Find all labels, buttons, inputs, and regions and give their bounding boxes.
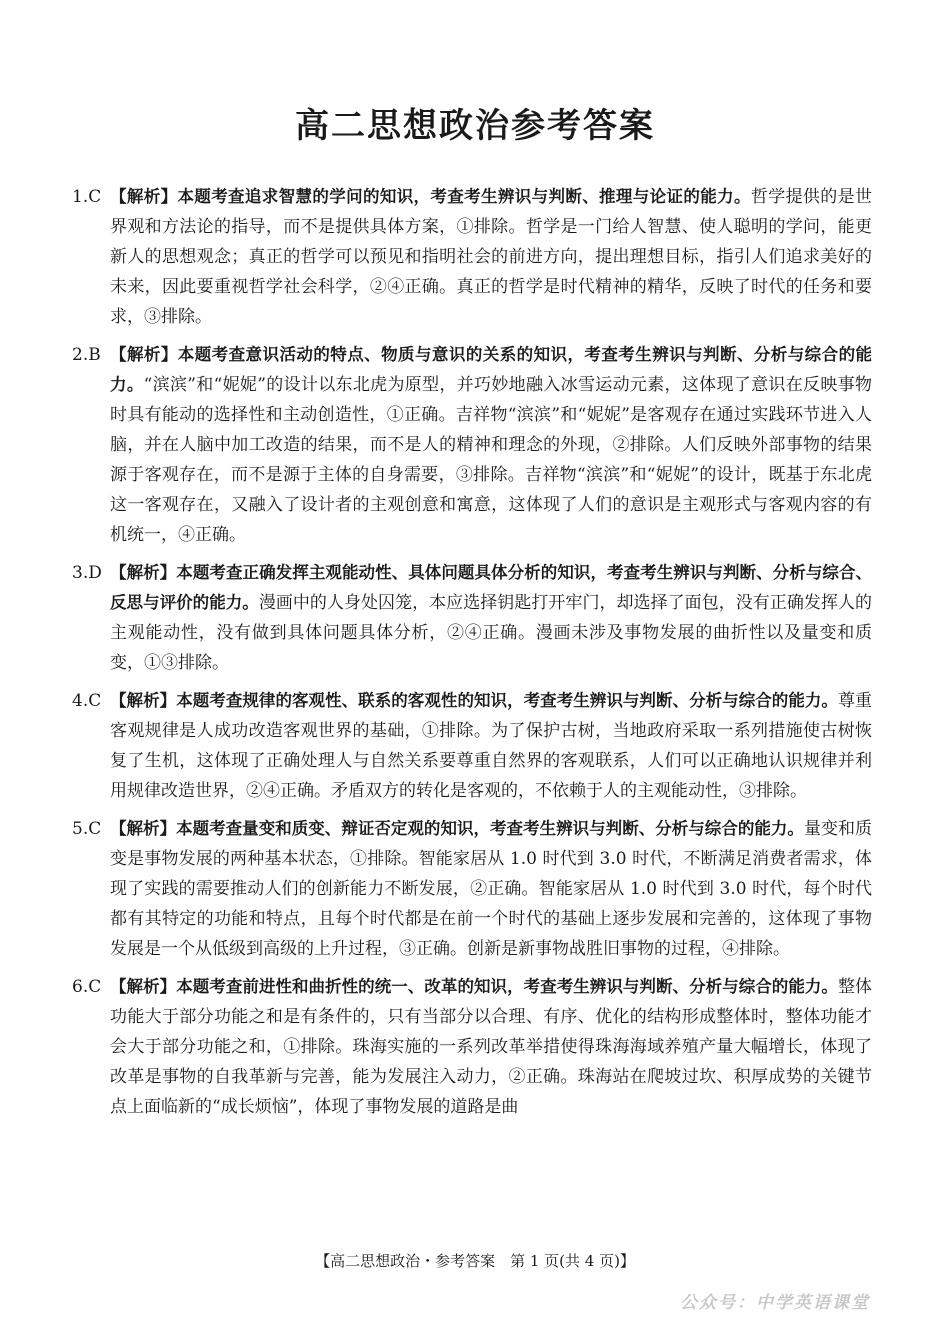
analysis-summary: 本题考查追求智慧的学问的知识，考查考生辨识与判断、推理与论证的能力。 <box>177 187 751 206</box>
analysis-text: 整体功能大于部分功能之和是有条件的，只有当部分以合理、有序、优化的结构形成整体时，整体功能才会大于部分功能之和，①排除。珠海实施的一系列改革举措使得珠海海域养殖产量大幅增长，体现了改革是事物的自我革新与完善，能为发展注入动力，②正确。珠海站在爬坡过坎、积厚成势的关键节点上面临新的“成长烦恼”，体现了事物发展的道路是曲 <box>110 977 873 1117</box>
analysis-tag: 【解析】 <box>110 819 177 838</box>
answer-list <box>72 182 872 1130</box>
analysis-text: 漫画中的人身处囚笼，本应选择钥匙打开牢门，却选择了面包，没有正确发挥人的主观能动性，没有做到具体问题具体分析，②④正确。漫画未涉及事物发展的曲折性以及量变和质变，①③排除。 <box>110 593 873 673</box>
analysis-text: 尊重客观规律是人成功改造客观世界的基础，①排除。为了保护古树，当地政府采取一系列措施使古树恢复了生机，这体现了正确处理人与自然关系要尊重自然界的客观联系，人们可以正确地认识规律并利用规律改造世界，②④正确。矛盾双方的转化是客观的，不依赖于人的主观能动性，③排除。 <box>110 691 873 801</box>
analysis-summary: 本题考查前进性和曲折性的统一、改革的知识，考查考生辨识与判断、分析与综合的能力。 <box>176 977 838 996</box>
question-number: 6.C <box>72 977 102 997</box>
analysis-tag: 【解析】 <box>110 563 177 582</box>
question-number: 3.D <box>72 563 102 583</box>
answer-explanation <box>110 182 872 332</box>
answer-item <box>72 972 872 1122</box>
analysis-text: 量变和质变是事物发展的两种基本状态，①排除。智能家居从 1.0 时代到 3.0 时代，不断满足消费者需求，体现了实践的需要推动人们的创新能力不断发展，②正确。智能家居从 1.0 时代到 3.0 时代，每个时代都有其特定的功能和特点，且每个时代都是在前一个时代的基础上逐步发展和完善的，这体现了事物发展是一个从低级到高级的上升过程，③正确。创新是新事物战胜旧事物的过程，④排除。 <box>110 819 873 959</box>
analysis-tag: 【解析】 <box>110 977 177 996</box>
question-number: 2.B <box>72 345 101 365</box>
answer-item <box>72 686 872 806</box>
answer-explanation <box>110 814 872 964</box>
question-number: 4.C <box>72 691 102 711</box>
question-number: 1.C <box>72 187 102 207</box>
analysis-tag: 【解析】 <box>110 345 178 364</box>
analysis-summary: 本题考查量变和质变、辩证否定观的知识，考查考生辨识与判断、分析与综合的能力。 <box>176 819 804 838</box>
answer-item <box>72 340 872 550</box>
analysis-tag: 【解析】 <box>110 691 177 710</box>
answer-item <box>72 814 872 964</box>
analysis-text: 哲学提供的是世界观和方法论的指导，而不是提供具体方案，①排除。哲学是一门给人智慧、使人聪明的学问，能更新人的思想观念；真正的哲学可以预见和指明社会的前进方向，提出理想目标，指引人们追求美好的未来，因此要重视哲学社会科学，②④正确。真正的哲学是时代精神的精华，反映了时代的任务和要求，③排除。 <box>110 187 873 327</box>
analysis-tag: 【解析】 <box>110 187 178 206</box>
analysis-text: “滨滨”和“妮妮”的设计以东北虎为原型，并巧妙地融入冰雪运动元素，这体现了意识在反映事物时具有能动的选择性和主动创造性，①正确。吉祥物“滨滨”和“妮妮”是客观存在通过实践环节进入人脑，并在人脑中加工改造的结果，而不是人的精神和理念的外现，②排除。人们反映外部事物的结果源于客观存在，而不是源于主体的自身需要，③排除。吉祥物“滨滨”和“妮妮”的设计，既基于东北虎这一客观存在，又融入了设计者的主观创意和寓意，这体现了人们的意识是主观形式与客观内容的有机统一，④正确。 <box>110 375 873 545</box>
analysis-summary: 本题考查意识活动的特点、物质与意识的关系的知识，考查考生辨识与判断、分析与综合的能力。 <box>110 345 873 394</box>
answer-item <box>72 182 872 332</box>
answer-explanation <box>110 340 872 550</box>
analysis-summary: 本题考查规律的客观性、联系的客观性的知识，考查考生辨识与判断、分析与综合的能力。 <box>176 691 838 710</box>
page-title: 高二思想政治参考答案 <box>295 106 655 146</box>
answer-explanation <box>110 558 872 678</box>
answer-explanation <box>110 686 872 806</box>
watermark: 公众号：中学英语课堂 <box>680 1293 870 1313</box>
answer-explanation <box>110 972 872 1122</box>
answer-item <box>72 558 872 678</box>
analysis-summary: 本题考查正确发挥主观能动性、具体问题具体分析的知识，考查考生辨识与判断、分析与综合、反思与评价的能力。 <box>110 563 873 612</box>
question-number: 5.C <box>72 819 102 839</box>
page-footer: 【高二思想政治・参考答案 第 1 页(共 4 页)】 <box>315 1252 635 1270</box>
